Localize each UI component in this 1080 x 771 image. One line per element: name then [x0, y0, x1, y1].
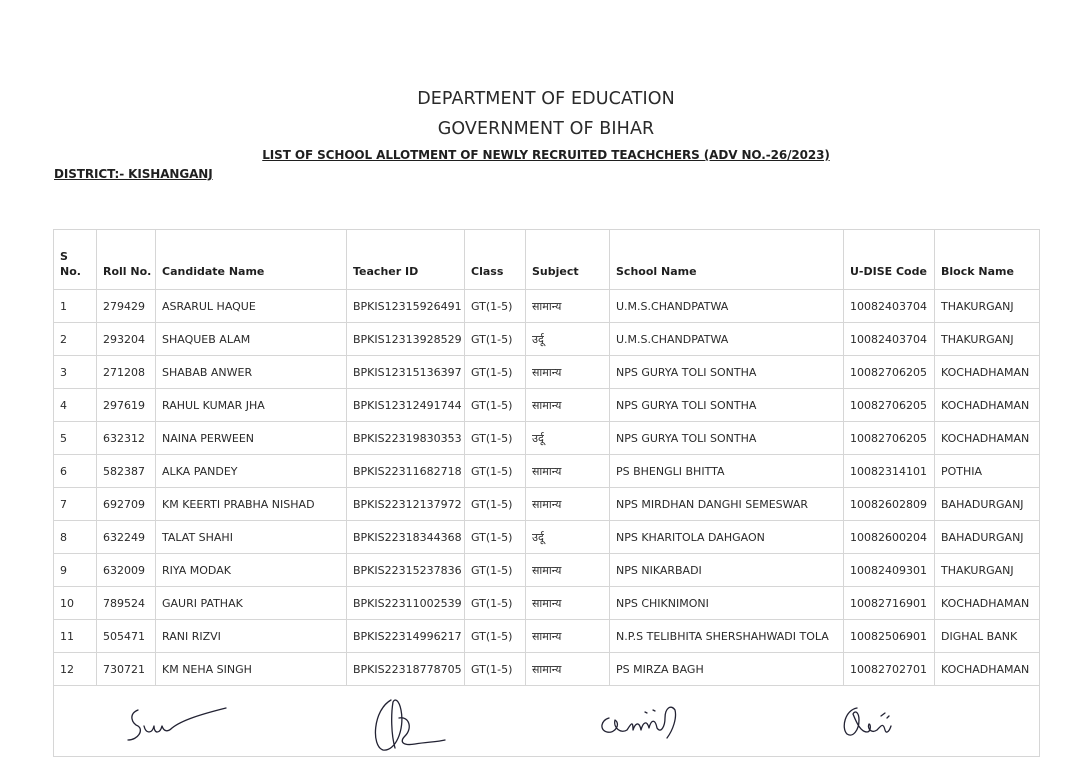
cell-teacher-id: BPKIS22319830353 [347, 422, 465, 455]
cell-subject: उर्दू [526, 323, 610, 356]
cell-udise: 10082314101 [844, 455, 935, 488]
cell-block: KOCHADHAMAN [935, 356, 1040, 389]
table-row [54, 455, 1040, 488]
column-header-name: Candidate Name [156, 230, 347, 290]
column-header-sno: S No. [54, 230, 97, 290]
cell-class: GT(1-5) [465, 653, 526, 686]
cell-roll: 632249 [97, 521, 156, 554]
cell-school: PS BHENGLI BHITTA [610, 455, 844, 488]
cell-teacher-id: BPKIS22312137972 [347, 488, 465, 521]
cell-block: POTHIA [935, 455, 1040, 488]
cell-class: GT(1-5) [465, 422, 526, 455]
cell-udise: 10082706205 [844, 356, 935, 389]
cell-subject: सामान्य [526, 455, 610, 488]
table-row [54, 356, 1040, 389]
government-title: GOVERNMENT OF BIHAR [437, 119, 655, 139]
cell-roll: 297619 [97, 389, 156, 422]
cell-udise: 10082403704 [844, 290, 935, 323]
cell-name: TALAT SHAHI [156, 521, 347, 554]
cell-subject: सामान्य [526, 389, 610, 422]
cell-name: ALKA PANDEY [156, 455, 347, 488]
cell-class: GT(1-5) [465, 290, 526, 323]
table-body [54, 290, 1040, 686]
cell-name: RAHUL KUMAR JHA [156, 389, 347, 422]
cell-udise: 10082702701 [844, 653, 935, 686]
cell-roll: 692709 [97, 488, 156, 521]
column-header-udise: U-DISE Code [844, 230, 935, 290]
cell-subject: सामान्य [526, 488, 610, 521]
cell-udise: 10082409301 [844, 554, 935, 587]
cell-name: RANI RIZVI [156, 620, 347, 653]
cell-block: THAKURGANJ [935, 290, 1040, 323]
cell-teacher-id: BPKIS22318344368 [347, 521, 465, 554]
allotment-table [53, 229, 1040, 757]
table-row [54, 323, 1040, 356]
cell-roll: 730721 [97, 653, 156, 686]
cell-udise: 10082403704 [844, 323, 935, 356]
signature-2 [365, 690, 455, 756]
signature-4 [837, 698, 907, 748]
cell-udise: 10082506901 [844, 620, 935, 653]
cell-teacher-id: BPKIS12313928529 [347, 323, 465, 356]
cell-sno: 7 [54, 488, 97, 521]
cell-sno: 11 [54, 620, 97, 653]
cell-block: THAKURGANJ [935, 323, 1040, 356]
cell-name: SHABAB ANWER [156, 356, 347, 389]
table-row [54, 422, 1040, 455]
cell-teacher-id: BPKIS22311002539 [347, 587, 465, 620]
cell-block: KOCHADHAMAN [935, 389, 1040, 422]
cell-class: GT(1-5) [465, 323, 526, 356]
cell-teacher-id: BPKIS22311682718 [347, 455, 465, 488]
signature-area [60, 686, 1033, 756]
cell-sno: 12 [54, 653, 97, 686]
cell-roll: 293204 [97, 323, 156, 356]
cell-school: U.M.S.CHANDPATWA [610, 323, 844, 356]
cell-block: KOCHADHAMAN [935, 587, 1040, 620]
cell-teacher-id: BPKIS22314996217 [347, 620, 465, 653]
table-row [54, 290, 1040, 323]
table-header-row [54, 230, 1040, 290]
cell-subject: सामान्य [526, 356, 610, 389]
cell-name: ASRARUL HAQUE [156, 290, 347, 323]
cell-udise: 10082602809 [844, 488, 935, 521]
cell-sno: 6 [54, 455, 97, 488]
cell-roll: 279429 [97, 290, 156, 323]
cell-school: NPS MIRDHAN DANGHI SEMESWAR [610, 488, 844, 521]
cell-sno: 5 [54, 422, 97, 455]
cell-subject: सामान्य [526, 587, 610, 620]
cell-subject: सामान्य [526, 620, 610, 653]
cell-class: GT(1-5) [465, 356, 526, 389]
cell-roll: 789524 [97, 587, 156, 620]
cell-roll: 505471 [97, 620, 156, 653]
cell-subject: सामान्य [526, 290, 610, 323]
cell-school: NPS KHARITOLA DAHGAON [610, 521, 844, 554]
cell-block: BAHADURGANJ [935, 488, 1040, 521]
cell-block: DIGHAL BANK [935, 620, 1040, 653]
signature-row [54, 686, 1040, 757]
cell-teacher-id: BPKIS12315926491 [347, 290, 465, 323]
cell-class: GT(1-5) [465, 521, 526, 554]
cell-teacher-id: BPKIS12312491744 [347, 389, 465, 422]
table-row [54, 521, 1040, 554]
table-row [54, 554, 1040, 587]
cell-subject: उर्दू [526, 422, 610, 455]
table-row [54, 587, 1040, 620]
column-header-roll: Roll No. [97, 230, 156, 290]
cell-udise: 10082706205 [844, 389, 935, 422]
column-header-class: Class [465, 230, 526, 290]
cell-block: BAHADURGANJ [935, 521, 1040, 554]
signature-3 [595, 694, 695, 748]
cell-name: GAURI PATHAK [156, 587, 347, 620]
document-header [0, 84, 1080, 163]
cell-school: PS MIRZA BAGH [610, 653, 844, 686]
cell-sno: 4 [54, 389, 97, 422]
department-title: DEPARTMENT OF EDUCATION [417, 89, 675, 109]
cell-class: GT(1-5) [465, 389, 526, 422]
column-header-block: Block Name [935, 230, 1040, 290]
cell-school: NPS GURYA TOLI SONTHA [610, 422, 844, 455]
cell-name: KM NEHA SINGH [156, 653, 347, 686]
cell-school: N.P.S TELIBHITA SHERSHAHWADI TOLA [610, 620, 844, 653]
cell-sno: 9 [54, 554, 97, 587]
cell-udise: 10082706205 [844, 422, 935, 455]
cell-block: KOCHADHAMAN [935, 422, 1040, 455]
cell-roll: 632312 [97, 422, 156, 455]
cell-name: RIYA MODAK [156, 554, 347, 587]
cell-subject: सामान्य [526, 653, 610, 686]
cell-udise: 10082716901 [844, 587, 935, 620]
table-row [54, 389, 1040, 422]
cell-class: GT(1-5) [465, 554, 526, 587]
cell-block: KOCHADHAMAN [935, 653, 1040, 686]
cell-udise: 10082600204 [844, 521, 935, 554]
cell-sno: 2 [54, 323, 97, 356]
cell-subject: सामान्य [526, 554, 610, 587]
cell-subject: उर्दू [526, 521, 610, 554]
cell-sno: 8 [54, 521, 97, 554]
cell-class: GT(1-5) [465, 587, 526, 620]
cell-sno: 1 [54, 290, 97, 323]
column-header-school: School Name [610, 230, 844, 290]
cell-roll: 271208 [97, 356, 156, 389]
cell-school: U.M.S.CHANDPATWA [610, 290, 844, 323]
column-header-teacher-id: Teacher ID [347, 230, 465, 290]
cell-school: NPS CHIKNIMONI [610, 587, 844, 620]
cell-block: THAKURGANJ [935, 554, 1040, 587]
cell-class: GT(1-5) [465, 620, 526, 653]
list-title: LIST OF SCHOOL ALLOTMENT OF NEWLY RECRUITED TEACHCHERS (ADV NO.-26/2023) [262, 148, 830, 162]
cell-name: NAINA PERWEEN [156, 422, 347, 455]
district-label: DISTRICT:- KISHANGANJ [54, 167, 213, 181]
cell-sno: 3 [54, 356, 97, 389]
cell-school: NPS NIKARBADI [610, 554, 844, 587]
column-header-subject: Subject [526, 230, 610, 290]
cell-class: GT(1-5) [465, 455, 526, 488]
table-row [54, 653, 1040, 686]
cell-sno: 10 [54, 587, 97, 620]
table-row [54, 488, 1040, 521]
cell-school: NPS GURYA TOLI SONTHA [610, 389, 844, 422]
cell-name: KM KEERTI PRABHA NISHAD [156, 488, 347, 521]
cell-school: NPS GURYA TOLI SONTHA [610, 356, 844, 389]
cell-teacher-id: BPKIS12315136397 [347, 356, 465, 389]
table-row [54, 620, 1040, 653]
cell-roll: 582387 [97, 455, 156, 488]
cell-teacher-id: BPKIS22318778705 [347, 653, 465, 686]
cell-class: GT(1-5) [465, 488, 526, 521]
cell-roll: 632009 [97, 554, 156, 587]
signature-1 [122, 700, 232, 744]
cell-teacher-id: BPKIS22315237836 [347, 554, 465, 587]
cell-name: SHAQUEB ALAM [156, 323, 347, 356]
